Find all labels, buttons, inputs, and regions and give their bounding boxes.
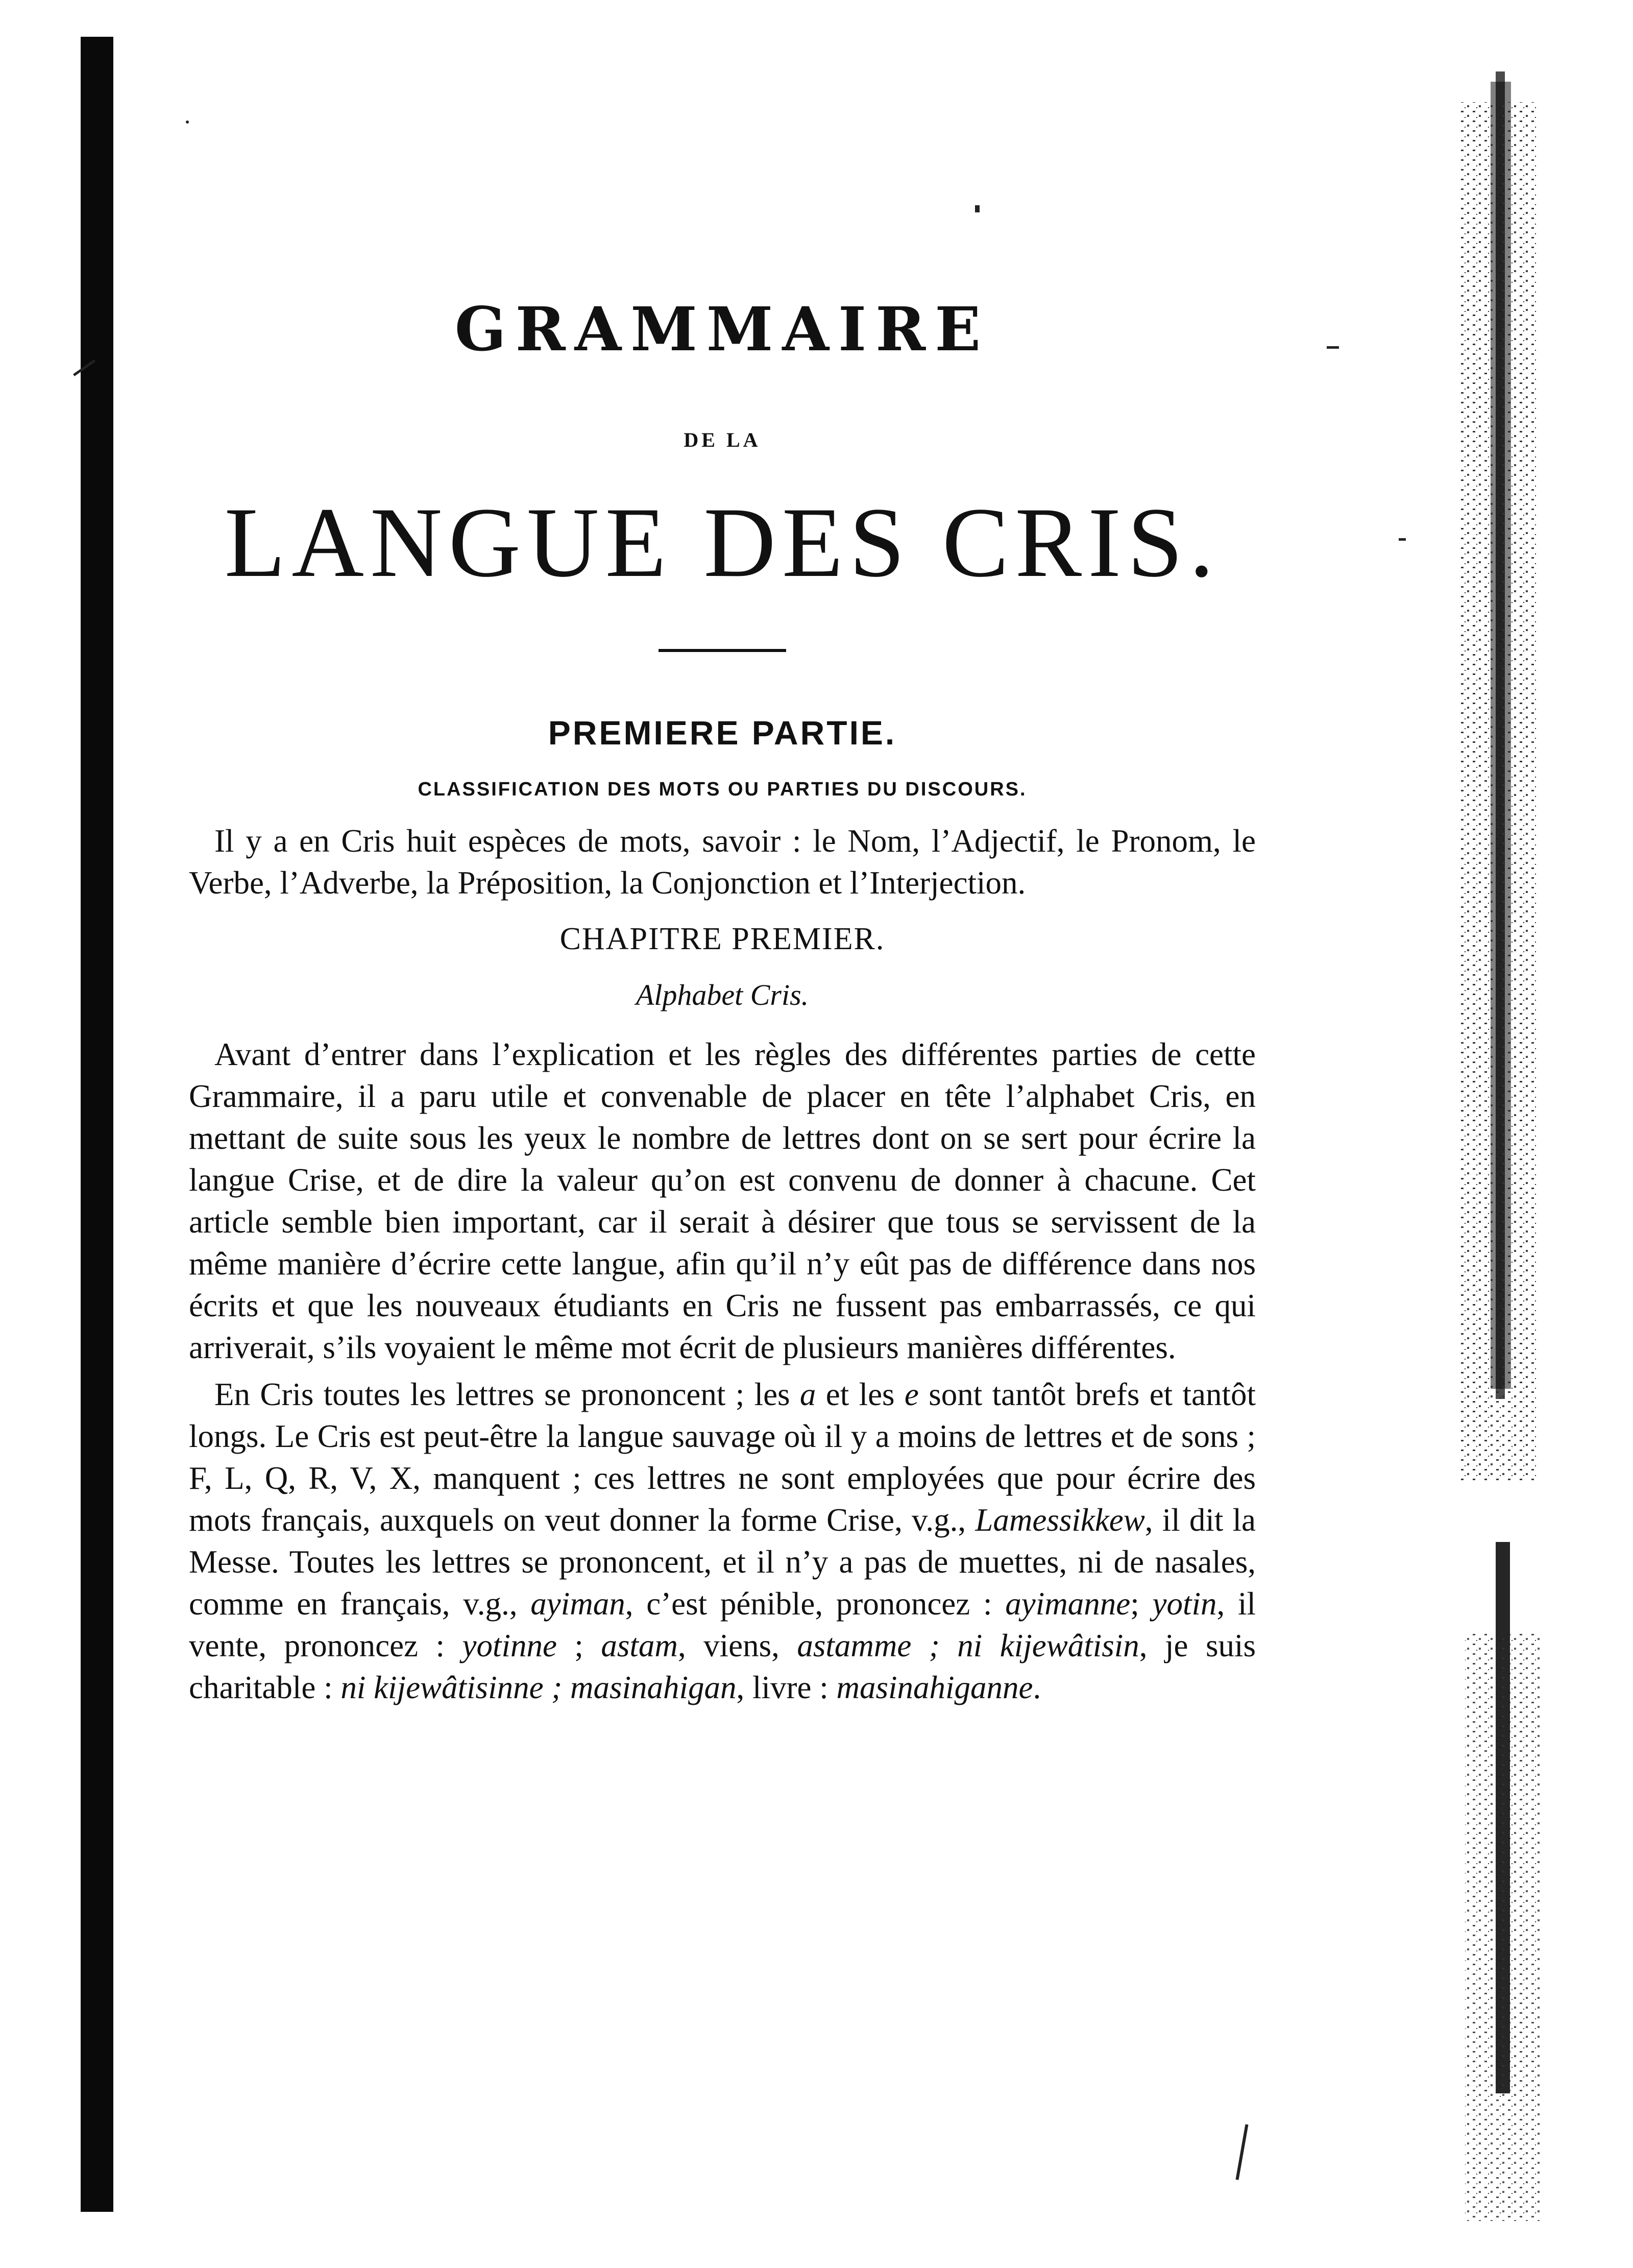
text-run: ;	[1130, 1585, 1153, 1622]
scan-mark	[1399, 538, 1406, 541]
body-paragraph-2	[189, 1373, 1256, 1708]
body-paragraph-1: Avant d’entrer dans l’explication et les règles des différentes parties de cette Grammaire, il a paru utile et convenable de placer en tête l’alphabet Cris, en mettant de suite sous les yeux le nombre de lettres dont on se sert pour écrire la langue Crise, et de dire la valeur qu’on est convenu de donner à chacune. Cet article semble bien important, car il serait à désirer que tous se servissent de la même manière d’écrire cette langue, afin qu’il n’y eût pas de différence dans nos écrits et que les nouveaux étudiants en Cris ne fussent pas embarrassés, ce qui arriverait, s’ils voyaient le même mot écrit de plusieurs manières différentes.	[189, 1036, 1256, 1365]
example-letter: a	[799, 1376, 816, 1412]
scan-mark	[186, 120, 189, 124]
example-word: ayimanne	[1005, 1585, 1131, 1622]
text-run: En Cris toutes les lettres se prononcent ; les	[214, 1376, 800, 1412]
example-word: masinahiganne	[836, 1669, 1033, 1705]
text-run: , c’est pénible, prononcez :	[625, 1585, 1006, 1622]
title-connector: DE LA	[684, 428, 761, 451]
text-run: ;	[556, 1627, 601, 1663]
part-subtitle: CLASSIFICATION DES MOTS OU PARTIES DU DISCOURS.	[418, 778, 1027, 800]
text-run: , il dit la Messe. Toutes les lettres se prononcent, et il n’y a pas de muettes, ni de nasales, comme en français, v.g.,	[189, 1502, 1256, 1622]
title-main: GRAMMAIRE	[454, 294, 990, 365]
chapter-title: CHAPITRE PREMIER.	[559, 921, 885, 956]
example-letter: e	[904, 1376, 919, 1412]
intro-paragraph: Il y a en Cris huit espèces de mots, savoir : le Nom, l’Adjectif, le Pronom, le Verbe, l’Adverbe, la Préposition, la Conjonction et l’Interjection.	[189, 823, 1256, 901]
page-content	[189, 266, 1256, 1708]
example-word: Lamessikkew	[975, 1502, 1145, 1538]
text-run: sont tantôt brefs et tantôt longs. Le Cris est peut-être la langue sauvage où il y a moins de lettres et de sons ; F, L, Q, R, V, X, manquent ; ces lettres ne sont employées que pour écrire des mots français, auxquels on veut donner la forme Crise, v.g.,	[189, 1376, 1256, 1538]
binding-bar	[81, 37, 113, 2212]
title-language: LANGUE DES CRIS.	[224, 487, 1221, 598]
scan-mark	[1235, 2124, 1248, 2180]
example-word: ayiman	[530, 1585, 625, 1622]
title-rule	[659, 649, 786, 652]
text-run: , il vente, prononcez :	[189, 1585, 1256, 1663]
chapter-subtitle: Alphabet Cris.	[636, 978, 809, 1011]
text-run: .	[1033, 1669, 1041, 1705]
scan-mark	[1327, 346, 1339, 349]
example-word: ni kijewâtisinne ; masinahigan	[340, 1669, 737, 1705]
part-title: PREMIERE PARTIE.	[548, 713, 897, 752]
scanned-edge-noise	[1460, 51, 1613, 2247]
example-word: yotin	[1152, 1585, 1217, 1622]
text-run: , livre :	[736, 1669, 837, 1705]
text-run: , je suis charitable :	[189, 1627, 1256, 1705]
text-run: et les	[816, 1376, 905, 1412]
scan-mark	[975, 205, 980, 212]
text-run: , viens,	[677, 1627, 797, 1663]
example-word: astam	[601, 1627, 678, 1663]
example-word: yotinne	[462, 1627, 557, 1663]
example-word: astamme ; ni kijewâtisin	[797, 1627, 1139, 1663]
